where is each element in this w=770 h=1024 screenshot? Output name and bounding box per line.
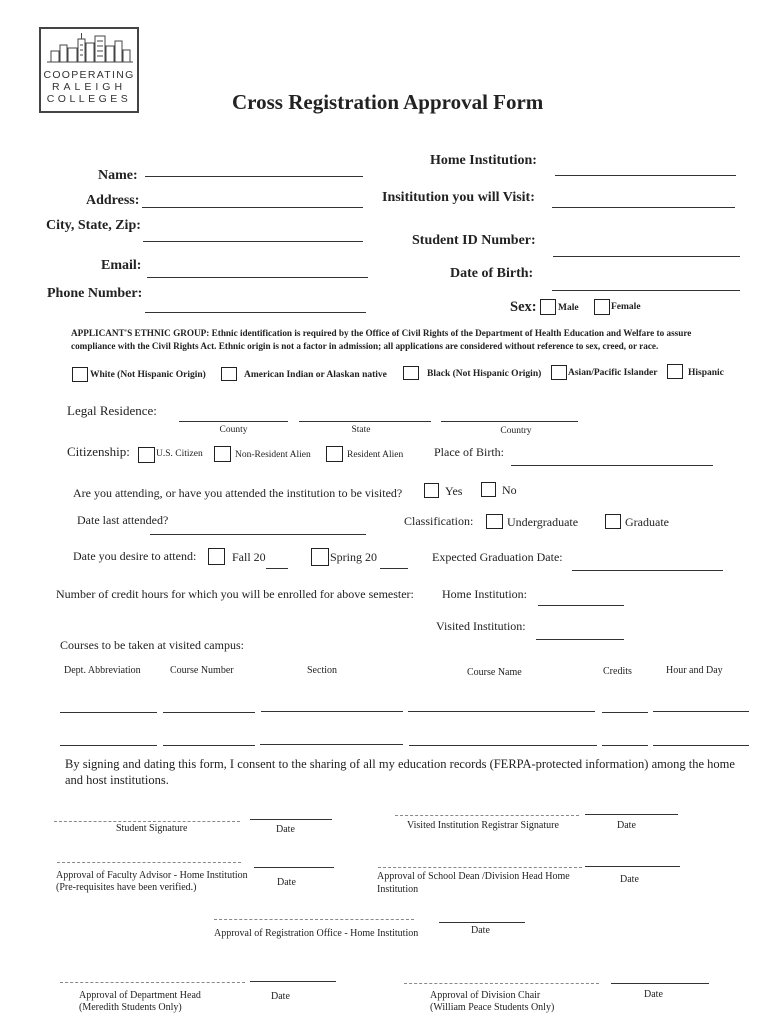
credit-home-label: Home Institution: bbox=[442, 587, 527, 601]
graduate-label: Graduate bbox=[625, 515, 669, 529]
dept-head-caption-2: (Meredith Students Only) bbox=[79, 1002, 182, 1013]
classification-label: Classification: bbox=[404, 514, 474, 528]
division-chair-date-line[interactable] bbox=[611, 983, 709, 984]
undergraduate-label: Undergraduate bbox=[507, 515, 579, 529]
row1-number-line[interactable] bbox=[163, 712, 255, 713]
ferpa-consent: By signing and dating this form, I consent to the sharing of all my education records (FERPA-protected information) among the home and host institutions. bbox=[65, 757, 735, 787]
graduate-checkbox[interactable] bbox=[605, 514, 621, 529]
phone-line[interactable] bbox=[145, 312, 366, 313]
us-citizen-checkbox[interactable] bbox=[138, 447, 155, 463]
student-signature-caption: Student Signature bbox=[116, 823, 188, 834]
faculty-caption-1: Approval of Faculty Advisor - Home Institution bbox=[56, 870, 248, 881]
row1-dept-line[interactable] bbox=[60, 712, 157, 713]
skyline-icon bbox=[47, 33, 133, 63]
last-attended-label: Date last attended? bbox=[77, 513, 169, 527]
credit-home-line[interactable] bbox=[538, 605, 624, 606]
non-resident-checkbox[interactable] bbox=[214, 446, 231, 462]
home-institution-label: Home Institution: bbox=[430, 153, 537, 168]
attending-yes-checkbox[interactable] bbox=[424, 483, 439, 498]
row2-credits-line[interactable] bbox=[602, 745, 648, 746]
faculty-date-caption: Date bbox=[277, 877, 296, 888]
american-indian-checkbox[interactable] bbox=[221, 367, 237, 381]
phone-label: Phone Number: bbox=[47, 286, 143, 301]
logo-line-1: COOPERATING bbox=[43, 69, 135, 81]
registrar-date-line[interactable] bbox=[585, 814, 678, 815]
white-checkbox[interactable] bbox=[72, 367, 88, 382]
dept-head-date-caption: Date bbox=[271, 991, 290, 1002]
registrar-signature-caption: Visited Institution Registrar Signature bbox=[407, 820, 559, 831]
country-line[interactable] bbox=[441, 421, 578, 422]
asian-checkbox[interactable] bbox=[551, 365, 567, 380]
row2-number-line[interactable] bbox=[163, 745, 255, 746]
dob-line[interactable] bbox=[552, 290, 740, 291]
non-resident-label: Non-Resident Alien bbox=[235, 450, 311, 460]
dean-caption-2: Institution bbox=[377, 884, 419, 895]
courses-label: Courses to be taken at visited campus: bbox=[60, 638, 244, 652]
visit-institution-line[interactable] bbox=[552, 207, 735, 208]
dob-label: Date of Birth: bbox=[450, 266, 534, 281]
email-line[interactable] bbox=[147, 277, 368, 278]
county-caption: County bbox=[219, 425, 248, 435]
faculty-date-line[interactable] bbox=[254, 867, 334, 868]
white-label: White (Not Hispanic Origin) bbox=[90, 370, 206, 380]
division-chair-caption-2: (William Peace Students Only) bbox=[430, 1002, 555, 1013]
dept-head-date-line[interactable] bbox=[250, 981, 336, 982]
credit-visited-label: Visited Institution: bbox=[436, 619, 526, 633]
female-label: Female bbox=[611, 302, 641, 312]
row2-section-line[interactable] bbox=[260, 744, 403, 745]
fall-year-line[interactable] bbox=[266, 568, 288, 569]
row1-hour-line[interactable] bbox=[653, 711, 749, 712]
female-checkbox[interactable] bbox=[594, 299, 610, 315]
dean-date-caption: Date bbox=[620, 874, 639, 885]
place-of-birth-label: Place of Birth: bbox=[434, 445, 504, 459]
spring-label: Spring 20 bbox=[330, 550, 378, 564]
division-chair-signature-line[interactable] bbox=[404, 983, 599, 984]
resident-alien-checkbox[interactable] bbox=[326, 446, 343, 462]
student-date-caption: Date bbox=[276, 824, 295, 835]
address-label: Address: bbox=[86, 193, 140, 208]
ethnic-notice: APPLICANT'S ETHNIC GROUP: Ethnic identification is required by the Office of Civil Rights of the Department of Health Education and Welfare to assure compliance with the Civil Rights Act. Ethnic origin is not a factor in admission; all applications are considered without reference to sex, creed, or race. bbox=[71, 328, 692, 351]
citizenship-label: Citizenship: bbox=[67, 444, 130, 459]
address-line[interactable] bbox=[142, 207, 363, 208]
asian-label: Asian/Pacific Islander bbox=[568, 368, 658, 378]
last-attended-line[interactable] bbox=[150, 534, 366, 535]
faculty-caption-2: (Pre-requisites have been verified.) bbox=[56, 882, 197, 893]
row2-hour-line[interactable] bbox=[653, 745, 749, 746]
black-label: Black (Not Hispanic Origin) bbox=[427, 369, 542, 379]
american-indian-label: American Indian or Alaskan native bbox=[244, 370, 387, 380]
name-label: Name: bbox=[98, 168, 138, 183]
black-checkbox[interactable] bbox=[403, 366, 419, 380]
attending-no-label: No bbox=[502, 483, 517, 497]
us-citizen-label: U.S. Citizen bbox=[156, 449, 203, 459]
row1-name-line[interactable] bbox=[408, 711, 595, 712]
spring-year-line[interactable] bbox=[380, 568, 408, 569]
header-course-number: Course Number bbox=[170, 665, 234, 676]
dean-caption-1: Approval of School Dean /Division Head Home bbox=[377, 871, 570, 882]
faculty-signature-line[interactable] bbox=[57, 862, 241, 863]
sex-label: Sex: bbox=[510, 299, 537, 315]
hispanic-checkbox[interactable] bbox=[667, 364, 683, 379]
student-id-label: Student ID Number: bbox=[412, 233, 536, 248]
row1-section-line[interactable] bbox=[261, 711, 403, 712]
attending-no-checkbox[interactable] bbox=[481, 482, 496, 497]
header-credits: Credits bbox=[603, 666, 632, 677]
visit-institution-label: Insititution you will Visit: bbox=[382, 190, 535, 205]
registration-signature-line[interactable] bbox=[214, 919, 414, 920]
college-logo bbox=[39, 27, 139, 113]
state-caption: State bbox=[351, 425, 371, 435]
state-line[interactable] bbox=[299, 421, 431, 422]
fall-label: Fall 20 bbox=[232, 550, 266, 564]
logo-line-2: RALEIGH bbox=[51, 81, 127, 93]
registration-date-line[interactable] bbox=[439, 922, 525, 923]
form-title: Cross Registration Approval Form bbox=[232, 90, 544, 114]
registration-date-caption: Date bbox=[471, 925, 490, 936]
division-chair-caption-1: Approval of Division Chair bbox=[430, 990, 541, 1001]
undergraduate-checkbox[interactable] bbox=[486, 514, 503, 529]
male-label: Male bbox=[558, 303, 579, 313]
logo-line-3: COLLEGES bbox=[46, 93, 132, 105]
student-signature-line[interactable] bbox=[54, 821, 240, 822]
fall-checkbox[interactable] bbox=[208, 548, 225, 565]
registrar-signature-line[interactable] bbox=[395, 815, 579, 816]
legal-residence-label: Legal Residence: bbox=[67, 403, 157, 418]
registrar-date-caption: Date bbox=[617, 820, 636, 831]
division-chair-date-caption: Date bbox=[644, 989, 663, 1000]
country-caption: Country bbox=[500, 426, 532, 436]
desire-attend-label: Date you desire to attend: bbox=[73, 549, 197, 563]
attending-yes-label: Yes bbox=[445, 484, 463, 498]
spring-checkbox[interactable] bbox=[311, 548, 329, 566]
dept-head-caption-1: Approval of Department Head bbox=[79, 990, 201, 1001]
registration-caption: Approval of Registration Office - Home Institution bbox=[214, 928, 419, 939]
county-line[interactable] bbox=[179, 421, 288, 422]
student-date-line[interactable] bbox=[250, 819, 332, 820]
header-dept: Dept. Abbreviation bbox=[64, 665, 141, 676]
credit-visited-line[interactable] bbox=[536, 639, 624, 640]
row1-credits-line[interactable] bbox=[602, 712, 648, 713]
dean-date-line[interactable] bbox=[585, 866, 680, 867]
dept-head-signature-line[interactable] bbox=[60, 982, 245, 983]
row2-name-line[interactable] bbox=[409, 745, 597, 746]
attending-question: Are you attending, or have you attended the institution to be visited? bbox=[73, 486, 403, 500]
city-state-zip-label: City, State, Zip: bbox=[46, 218, 141, 233]
header-section: Section bbox=[307, 665, 337, 676]
dean-signature-line[interactable] bbox=[378, 867, 582, 868]
student-id-line[interactable] bbox=[553, 256, 740, 257]
male-checkbox[interactable] bbox=[540, 299, 556, 315]
expected-grad-label: Expected Graduation Date: bbox=[432, 550, 563, 564]
row2-dept-line[interactable] bbox=[60, 745, 157, 746]
header-hour-day: Hour and Day bbox=[666, 665, 723, 676]
hispanic-label: Hispanic bbox=[688, 368, 724, 378]
credit-hours-label: Number of credit hours for which you will be enrolled for above semester: bbox=[56, 587, 414, 601]
expected-grad-line[interactable] bbox=[572, 570, 723, 571]
header-course-name: Course Name bbox=[467, 667, 522, 678]
email-label: Email: bbox=[101, 258, 142, 273]
home-institution-line[interactable] bbox=[555, 175, 736, 176]
place-of-birth-line[interactable] bbox=[511, 465, 713, 466]
resident-alien-label: Resident Alien bbox=[347, 450, 404, 460]
city-state-zip-line[interactable] bbox=[143, 241, 363, 242]
name-line[interactable] bbox=[145, 176, 363, 177]
